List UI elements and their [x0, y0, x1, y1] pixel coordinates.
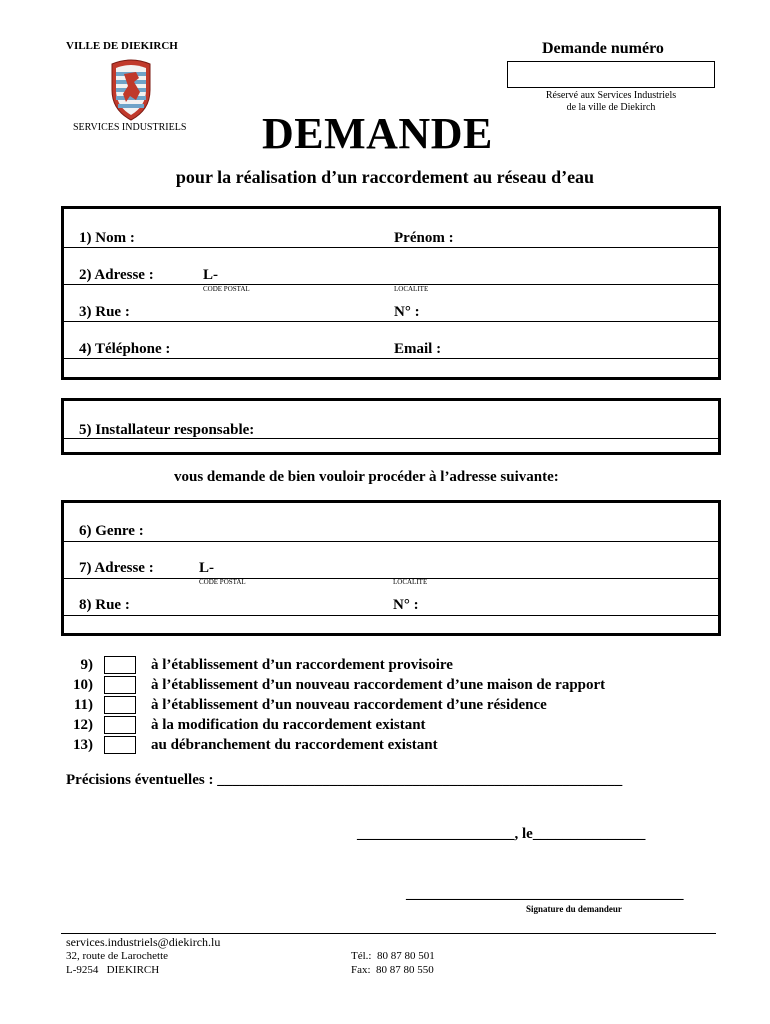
option-number: 13)	[73, 737, 93, 753]
department-name: SERVICES INDUSTRIELS	[73, 122, 187, 133]
option-number: 11)	[73, 697, 93, 713]
option-label: au débranchement du raccordement existant	[151, 737, 438, 753]
adresse-label: 2) Adresse :	[79, 267, 154, 283]
site-adresse-label: 7) Adresse :	[79, 560, 154, 576]
email-label: Email :	[394, 341, 442, 357]
precisions-field[interactable]: Précisions éventuelles : ______________________________________________________	[66, 772, 623, 788]
request-text: vous demande de bien vouloir procéder à l’adresse suivante:	[174, 469, 559, 485]
code-postal-caption: CODE POSTAL	[203, 285, 250, 293]
request-number-field[interactable]	[507, 61, 715, 88]
numero-label: N° :	[394, 304, 420, 320]
option-label: à l’établissement d’un nouveau raccordement d’une résidence	[151, 697, 547, 713]
postal-prefix: L-	[203, 267, 218, 283]
installer-label: 5) Installateur responsable:	[79, 422, 255, 438]
option-label: à la modification du raccordement existant	[151, 717, 426, 733]
option-checkbox[interactable]	[104, 656, 136, 674]
localite-caption: LOCALITE	[394, 285, 429, 293]
nom-label: 1) Nom :	[79, 230, 135, 246]
footer-city: L-9254 DIEKIRCH	[66, 964, 160, 976]
footer-street: 32, route de Larochette	[66, 950, 169, 962]
signature-field[interactable]: _____________________________________	[406, 886, 684, 902]
footer-email[interactable]: services.industriels@diekirch.lu	[66, 935, 221, 949]
genre-label: 6) Genre :	[79, 523, 144, 539]
option-checkbox[interactable]	[104, 716, 136, 734]
option-number: 12)	[73, 717, 93, 733]
option-checkbox[interactable]	[104, 676, 136, 694]
site-postal-prefix: L-	[199, 560, 214, 576]
option-checkbox[interactable]	[104, 736, 136, 754]
signature-caption: Signature du demandeur	[526, 904, 622, 914]
site-numero-label: N° :	[393, 597, 419, 613]
site-localite-caption: LOCALITE	[393, 578, 428, 586]
site-rue-label: 8) Rue :	[79, 597, 130, 613]
option-checkbox[interactable]	[104, 696, 136, 714]
reserved-note: Réservé aux Services Industriels de la ville de Diekirch	[545, 90, 677, 113]
page-title: DEMANDE	[262, 109, 493, 158]
page-subtitle: pour la réalisation d’un raccordement au réseau d’eau	[175, 167, 595, 187]
option-label: à l’établissement d’un nouveau raccordement d’une maison de rapport	[151, 677, 606, 693]
site-code-postal-caption: CODE POSTAL	[199, 578, 246, 586]
option-label: à l’établissement d’un raccordement provisoire	[151, 657, 453, 673]
option-number: 9)	[80, 657, 93, 673]
footer-phone: Tél.: 80 87 80 501	[351, 950, 435, 962]
footer-fax: Fax: 80 87 80 550	[351, 964, 434, 976]
request-number-label: Demande numéro	[542, 40, 664, 57]
rue-label: 3) Rue :	[79, 304, 130, 320]
city-name: VILLE DE DIEKIRCH	[66, 40, 178, 52]
city-crest-icon	[106, 56, 156, 122]
telephone-label: 4) Téléphone :	[79, 341, 171, 357]
option-number: 10)	[73, 677, 93, 693]
prenom-label: Prénom :	[394, 230, 454, 246]
date-place-field[interactable]: _____________________, le_______________	[357, 826, 646, 842]
